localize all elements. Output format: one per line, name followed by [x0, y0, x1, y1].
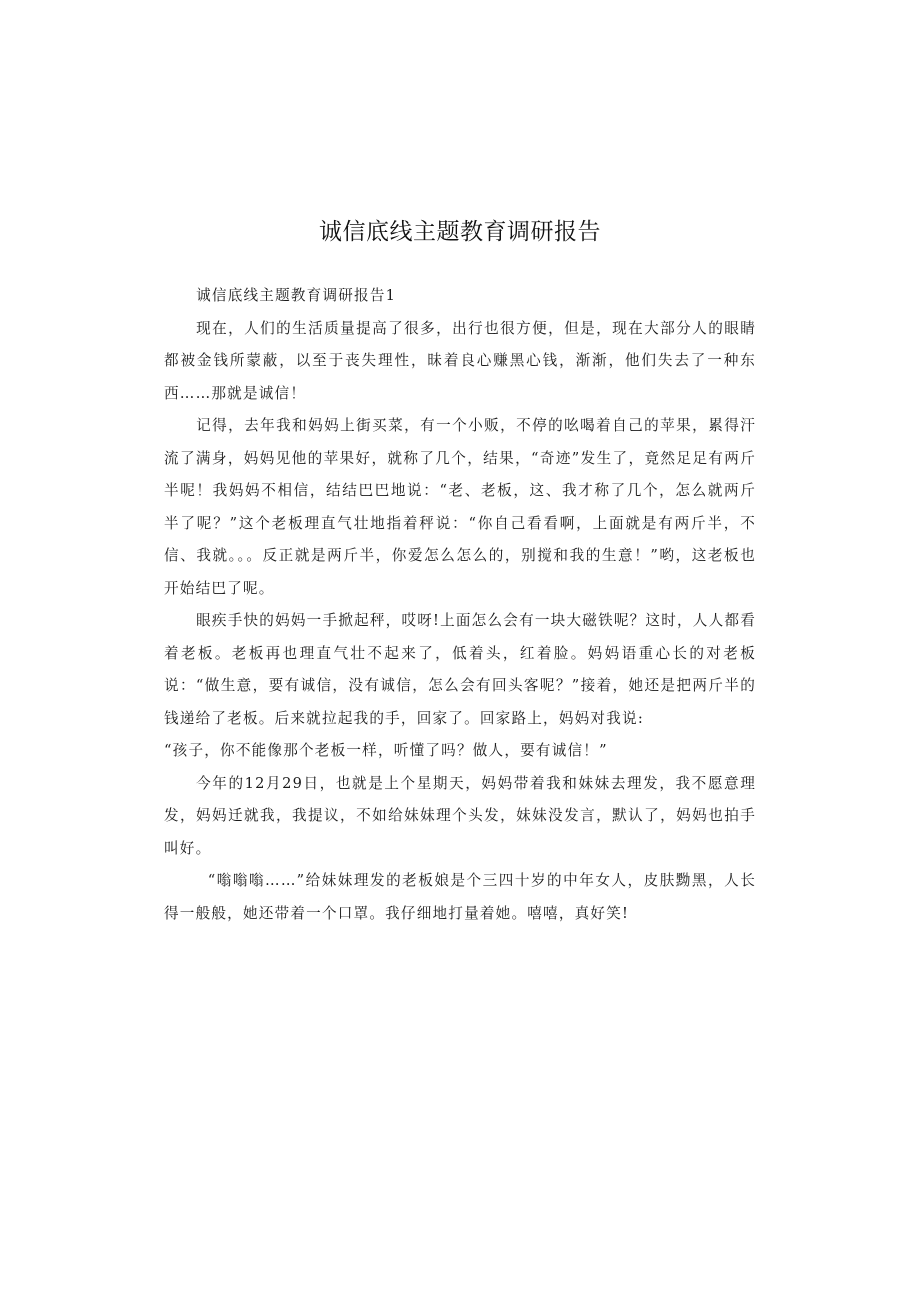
document-body	[164, 280, 756, 930]
paragraph-mother-quote: “孩子，你不能像那个老板一样，听懂了吗？做人，要有诚信！”	[164, 742, 608, 759]
paragraph-haircut: 今年的12月29日，也就是上个星期天，妈妈带着我和妹妹去理发，我不愿意理发，妈妈迁就我，我提议，不如给妹妹理个头发，妹妹没发言，默认了，妈妈也拍手叫好。	[164, 774, 756, 857]
paragraph-intro: 现在，人们的生活质量提高了很多，出行也很方便，但是，现在大部分人的眼睛都被金钱所蒙蔽，以至于丧失理性，昧着良心赚黑心钱，渐渐，他们失去了一种东西……那就是诚信！	[164, 319, 756, 402]
paragraph-market-story: 记得，去年我和妈妈上街买菜，有一个小贩，不停的吆喝着自己的苹果，累得汗流了满身，妈妈见他的苹果好，就称了几个，结果，“奇迹”发生了，竟然足足有两斤半呢！我妈妈不相信，结结巴巴地说：“老、老板，这、我才称了几个，怎么就两斤半了呢？”这个老板理直气壮地指着秤说：“你自己看看啊，上面就是有两斤半，不信、我就。。。反正就是两斤半，你爱怎么怎么的，别搅和我的生意！”哟，这老板也开始结巴了呢。	[164, 417, 756, 597]
document-title: 诚信底线主题教育调研报告	[319, 219, 601, 245]
paragraph-magnet-discovery: 眼疾手快的妈妈一手掀起秤，哎呀!上面怎么会有一块大磁铁呢？这时，人人都看着老板。老板再也理直气壮不起来了，低着头，红着脸。妈妈语重心长的对老板说：“做生意，要有诚信，没有诚信，怎么会有回头客呢？”接着，她还是把两斤半的钱递给了老板。后来就拉起我的手，回家了。回家路上，妈妈对我说:	[164, 612, 756, 727]
report-subtitle: 诚信底线主题教育调研报告1	[196, 287, 397, 304]
paragraph-barber-lady: “嗡嗡嗡……”给妹妹理发的老板娘是个三四十岁的中年女人，皮肤黝黑，人长得一般般，她还带着一个口罩。我仔细地打量着她。嘻嘻，真好笑!	[164, 872, 756, 922]
